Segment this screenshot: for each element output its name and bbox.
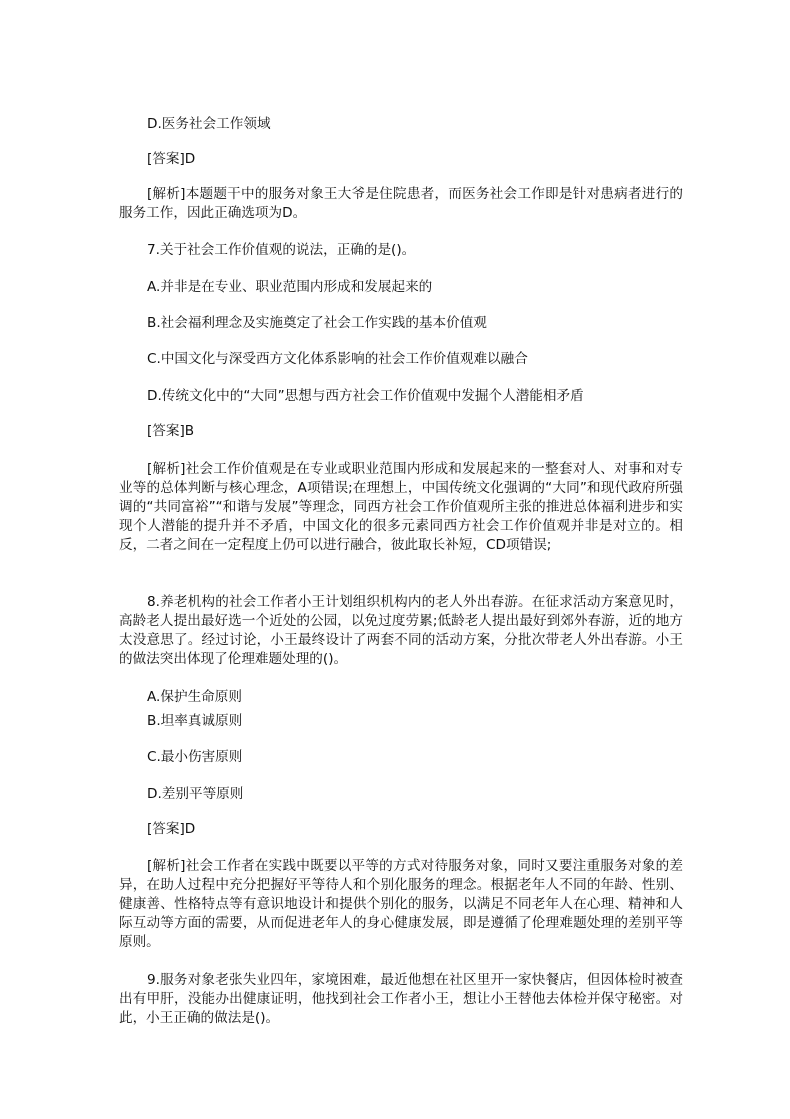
option-b: B.社会福利理念及实施奠定了社会工作实践的基本价值观 bbox=[147, 315, 487, 331]
option-c: C.中国文化与深受西方文化体系影响的社会工作价值观难以融合 bbox=[147, 351, 528, 367]
option-d: D.差别平等原则 bbox=[147, 786, 244, 802]
question-8: 8.养老机构的社会工作者小王计划组织机构内的老人外出春游。在征求活动方案意见时，高龄老人提出最好选一个近处的公园，以免过度劳累;低龄老人提出最好到郊外春游，近的地方太没意思了。经过讨论，小王最终设计了两套不同的活动方案，分批次带老人外出春游。小王的做法突出体现了伦理难题处理的()。 bbox=[119, 594, 683, 667]
answer: [答案]B bbox=[147, 423, 195, 439]
explanation: [解析]本题题干中的服务对象王大爷是住院患者，而医务社会工作即是针对患病者进行的服务工作，因此正确选项为D。 bbox=[119, 186, 683, 221]
answer: [答案]D bbox=[147, 821, 196, 837]
option-b: B.坦率真诚原则 bbox=[147, 713, 243, 729]
answer: [答案]D bbox=[147, 151, 196, 167]
explanation: [解析]社会工作者在实践中既要以平等的方式对待服务对象，同时又要注重服务对象的差异，在助人过程中充分把握好平等待人和个别化服务的理念。根据老年人不同的年龄、性别、健康善、性格特点等有意识地设计和提供个别化的服务，以满足不同老年人在心理、精神和人际互动等方面的需要，从而促进老年人的身心健康发展，即是遵循了伦理难题处理的差别平等原则。 bbox=[119, 858, 683, 950]
question-7: 7.关于社会工作价值观的说法，正确的是()。 bbox=[147, 242, 416, 258]
question-9: 9.服务对象老张失业四年，家境困难，最近他想在社区里开一家快餐店，但因体检时被查出有甲肝，没能办出健康证明，他找到社会工作者小王，想让小王替他去体检并保守秘密。对此，小王正确的做法是()。 bbox=[119, 972, 683, 1026]
option-c: C.最小伤害原则 bbox=[147, 749, 243, 765]
option-a: A.并非是在专业、职业范围内形成和发展起来的 bbox=[147, 279, 433, 295]
option-a: A.保护生命原则 bbox=[147, 689, 242, 705]
option-d: D.医务社会工作领域 bbox=[147, 116, 271, 132]
explanation: [解析]社会工作价值观是在专业或职业范围内形成和发展起来的一整套对人、对事和对专业等的总体判断与核心理念，A项错误;在理想上，中国传统文化强调的“大同”和现代政府所强调的“共同富裕”“和谐与发展”等理念，同西方社会工作价值观所主张的推进总体福利进步和实现个人潜能的提升并不矛盾，中国文化的很多元素同西方社会工作价值观并非是对立的。相反，二者之间在一定程度上仍可以进行融合，彼此取长补短，CD项错误; bbox=[119, 461, 683, 553]
option-d: D.传统文化中的“大同”思想与西方社会工作价值观中发掘个人潜能相矛盾 bbox=[147, 388, 584, 404]
